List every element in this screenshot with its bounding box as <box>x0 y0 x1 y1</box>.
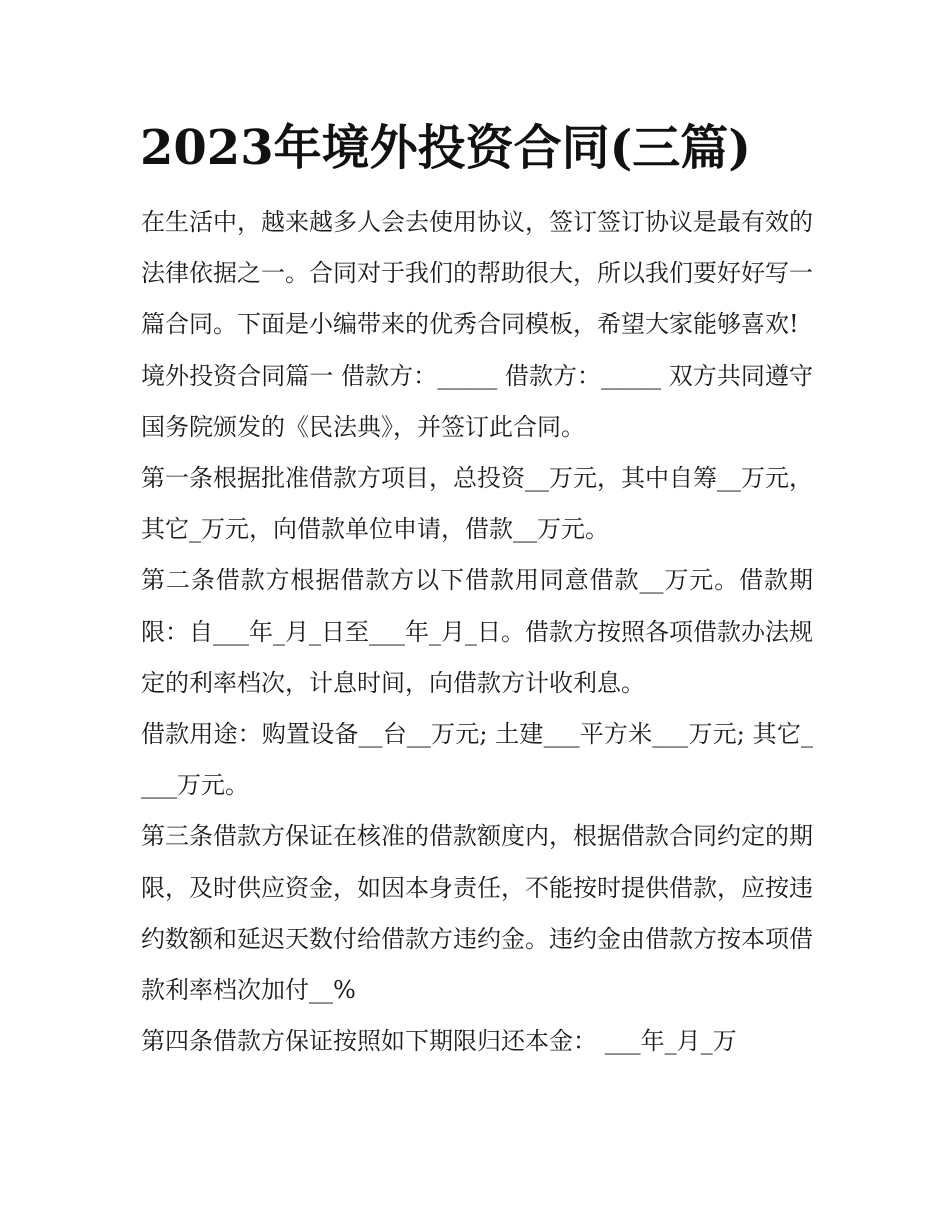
paragraph-intro: 在生活中，越来越多人会去使用协议，签订签订协议是最有效的法律依据之一。合同对于我们的帮助很大，所以我们要好好写一篇合同。下面是小编带来的优秀合同模板，希望大家能够喜欢! <box>141 208 813 339</box>
paragraph-loan-purpose: 借款用途：购置设备__台__万元; 土建___平方米___万元; 其它____万元。 <box>141 720 813 800</box>
paragraph-article-2: 第二条借款方根据借款方以下借款用同意借款__万元。借款期限：自___年_月_日至___年_月_日。借款方按照各项借款办法规定的利率档次，计息时间，向借款方计收利息。 <box>141 566 813 697</box>
paragraph-article-3: 第三条借款方保证在核准的借款额度内，根据借款合同约定的期限，及时供应资金，如因本身责任，不能按时提供借款，应按违约数额和延迟天数付给借款方违约金。违约金由借款方按本项借款利率档次加付__% <box>141 822 813 1005</box>
paragraph-contract-header: 境外投资合同篇一 借款方：_____ 借款方：_____ 双方共同遵守国务院颁发的《民法典》，并签订此合同。 <box>141 361 813 441</box>
paragraph-article-1: 第一条根据批准借款方项目，总投资__万元，其中自筹__万元， 其它_万元，向借款单位申请，借款__万元。 <box>141 464 813 544</box>
document-body <box>141 197 813 1067</box>
paragraph-article-4: 第四条借款方保证按照如下期限归还本金： ___年_月_万 <box>141 1027 737 1056</box>
document-title: 2023年境外投资合同(三篇) <box>140 120 752 176</box>
